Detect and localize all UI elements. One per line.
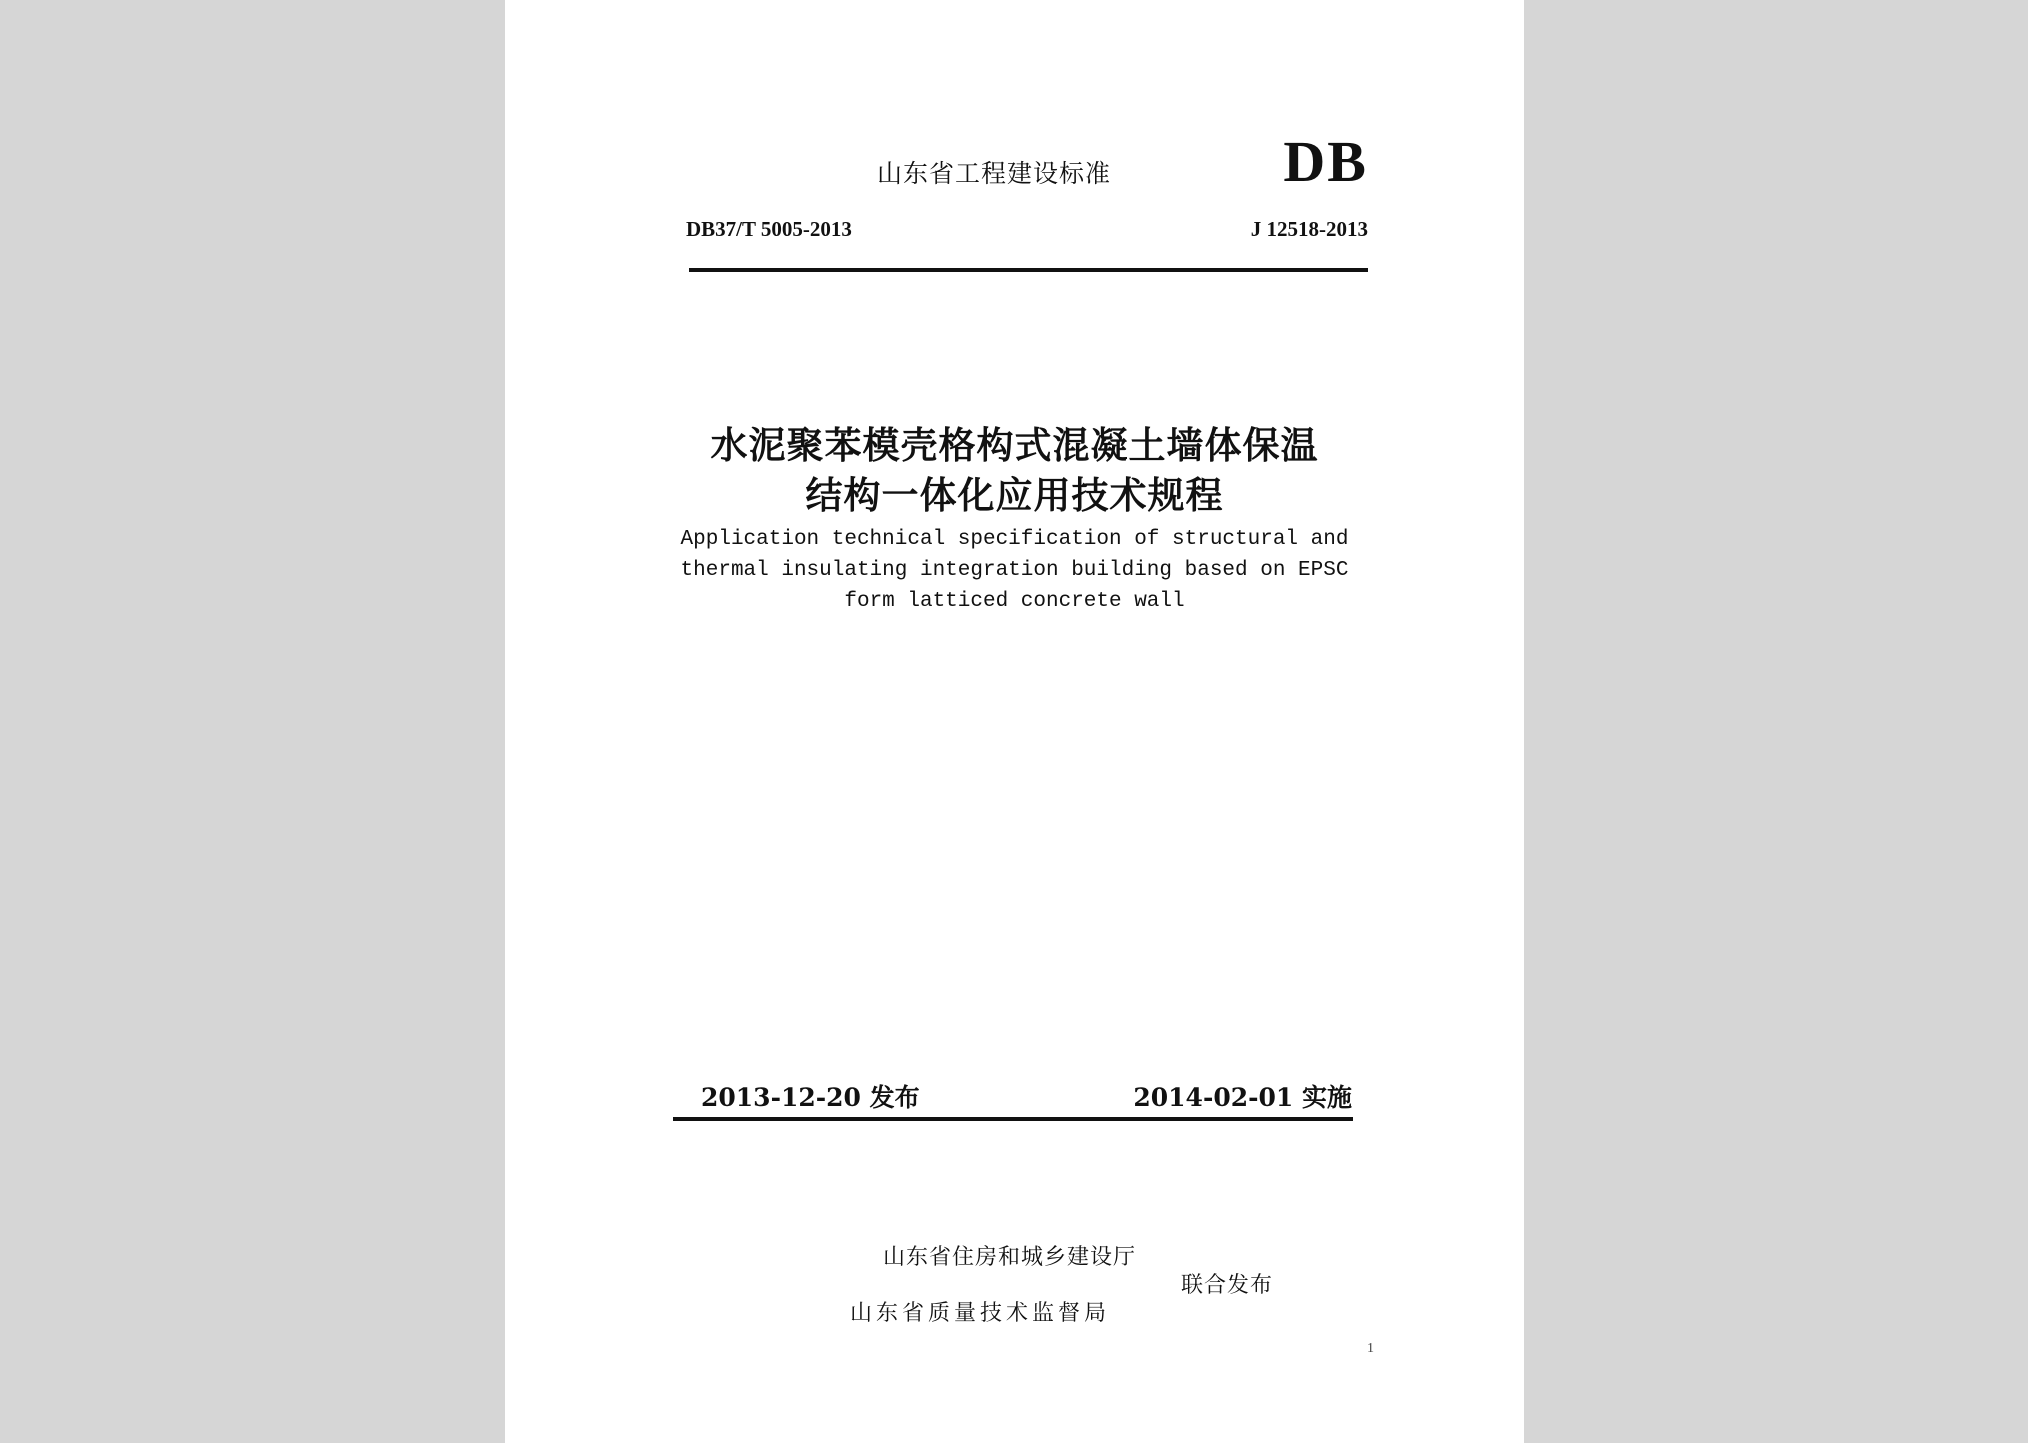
title-en-line-1: Application technical specification of structural and — [680, 528, 1349, 551]
page-number: 1 — [1367, 1341, 1374, 1356]
top-rule-divider — [689, 268, 1368, 272]
db-mark: DB — [1283, 129, 1368, 194]
standard-code: DB37/T 5005-2013 — [686, 217, 852, 241]
record-code: J 12518-2013 — [1250, 217, 1368, 241]
issue-date: 2013-12-20 发布 — [701, 1083, 920, 1112]
implementation-date: 2014-02-01 实施 — [1133, 1083, 1352, 1112]
issuer-housing-department: 山东省住房和城乡建设厅 — [883, 1245, 1137, 1270]
standard-type-label: 山东省工程建设标准 — [877, 159, 1112, 188]
title-en-line-2: thermal insulating integration building based on EPSC — [680, 559, 1349, 582]
bottom-rule-divider — [673, 1117, 1353, 1121]
title-en — [625, 524, 1404, 617]
title-zh-line-2: 结构一体化应用技术规程 — [805, 473, 1224, 517]
title-block — [625, 420, 1404, 617]
title-en-line-3: form latticed concrete wall — [844, 590, 1185, 613]
title-zh-line-1: 水泥聚苯模壳格构式混凝土墙体保温 — [710, 423, 1319, 467]
document-page — [505, 0, 1524, 1443]
joint-issue-label: 联合发布 — [1181, 1273, 1274, 1298]
issuer-quality-bureau: 山东省质量技术监督局 — [850, 1301, 1111, 1326]
